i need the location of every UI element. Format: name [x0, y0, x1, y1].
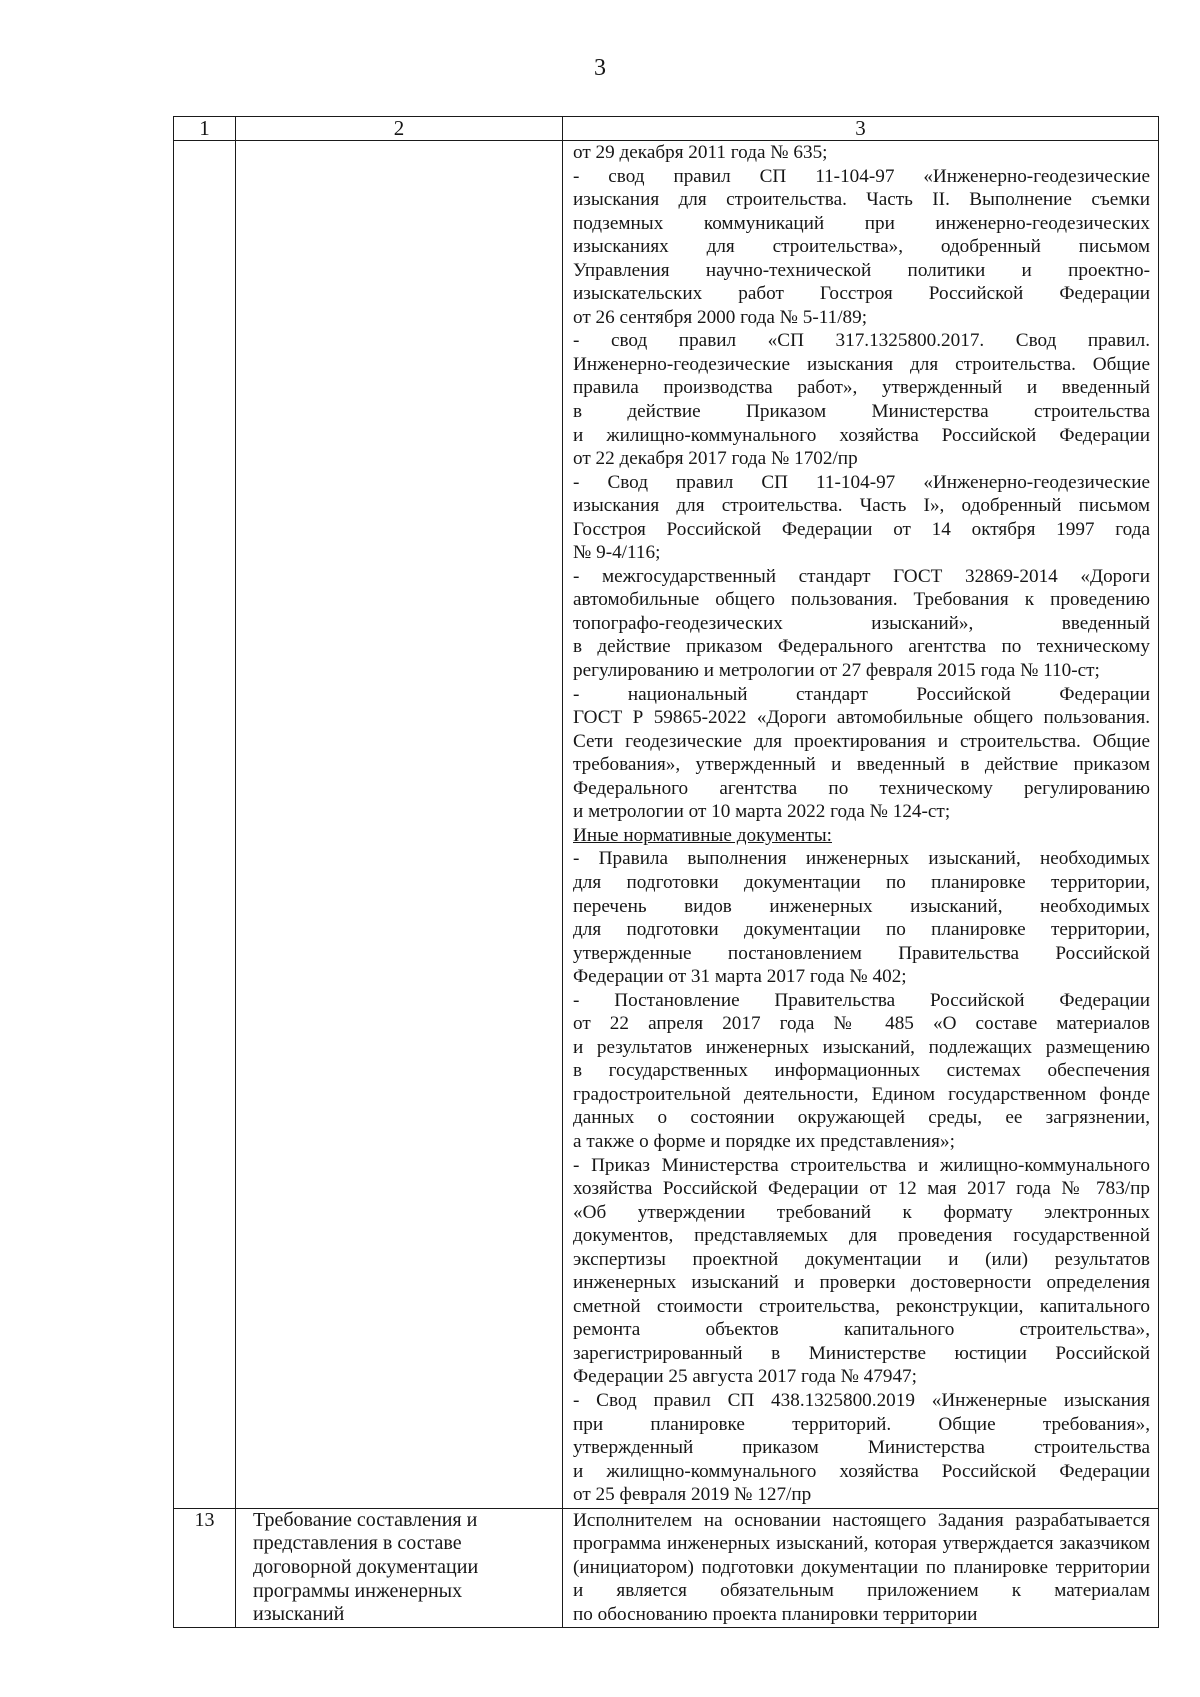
text-line: при планировке территорий. Общие требования», [573, 1413, 1150, 1435]
requirements-table [173, 116, 1159, 1628]
text-line: от 25 февраля 2019 № 127/пр [573, 1484, 812, 1506]
text-line: - Приказ Министерства строительства и жилищно-коммунального [573, 1154, 1150, 1176]
text-line: Госстроя Российской Федерации от 14 октября 1997 года [573, 518, 1150, 540]
text-line: от 22 апреля 2017 года № 485 «О составе материалов [573, 1013, 1150, 1035]
text-line: Федерации 25 августа 2017 года № 47947; [573, 1366, 917, 1388]
text-line: и метрологии от 10 марта 2022 года № 124-ст; [573, 801, 951, 823]
requirement-content-cell [563, 1508, 1159, 1628]
text-line: Управления научно-технической политики и проектно- [573, 259, 1150, 281]
text-line: правила производства работ», утвержденный и введенный [573, 377, 1150, 399]
text-line: автомобильные общего пользования. Требования к проведению [573, 589, 1150, 611]
text-line: а также о форме и порядке их представления»; [573, 1130, 955, 1152]
row-number-cell [174, 141, 236, 1509]
text-line: перечень видов инженерных изысканий, необходимых [573, 895, 1150, 917]
text-line: топографо-геодезических изысканий», введенный [573, 612, 1150, 634]
column-header-2: 2 [236, 117, 563, 141]
text-line: инженерных изысканий и проверки достоверности определения [573, 1272, 1150, 1294]
text-line: ремонта объектов капитального строительства», [573, 1319, 1150, 1341]
text-line: для подготовки документации по планировке территории, [573, 919, 1150, 941]
requirement-content-cell [563, 141, 1159, 1509]
text-line: в действие приказом Федерального агентства по техническому [573, 636, 1150, 658]
requirement-label-cell [236, 141, 563, 1509]
text-line: сметной стоимости строительства, реконструкции, капитального [573, 1295, 1150, 1317]
requirement-label-cell [236, 1508, 563, 1628]
text-line: изыскательских работ Госстроя Российской Федерации [573, 283, 1150, 305]
text-line: от 26 сентября 2000 года № 5-11/89; [573, 306, 868, 328]
text-line: утвержденный приказом Министерства строительства [573, 1437, 1150, 1459]
text-line: Сети геодезические для проектирования и строительства. Общие [573, 730, 1150, 752]
content-lines [573, 141, 1150, 1507]
column-header-3: 3 [563, 117, 1159, 141]
text-line: градостроительной деятельности, Едином государственном фонде [573, 1083, 1150, 1105]
table-row-continuation [174, 141, 1159, 1509]
text-line: Иные нормативные документы: [573, 824, 832, 846]
text-line: хозяйства Российской Федерации от 12 мая 2017 года № 783/пр [573, 1178, 1150, 1200]
label-line: программы инженерных [253, 1579, 463, 1602]
text-line: и является обязательным приложением к материалам [573, 1580, 1150, 1602]
text-line: (инициатором) подготовки документации по планировке территории [573, 1556, 1150, 1578]
text-line: - свод правил СП 11-104-97 «Инженерно-геодезические [573, 165, 1150, 187]
text-line: в действие Приказом Министерства строительства [573, 401, 1150, 423]
text-line: «Об утверждении требований к формату электронных [573, 1201, 1150, 1223]
text-line: - Постановление Правительства Российской Федерации [573, 989, 1150, 1011]
text-line: подземных коммуникаций при инженерно-геодезических [573, 212, 1150, 234]
text-line: и результатов инженерных изысканий, подлежащих размещению [573, 1036, 1150, 1058]
text-line: регулированию и метрологии от 27 февраля 2015 года № 110-ст; [573, 660, 1100, 682]
text-line: документов, представляемых для проведения государственной [573, 1225, 1150, 1247]
text-line: требования», утвержденный и введенный в действие приказом [573, 754, 1150, 776]
text-line: экспертизы проектной документации и (или) результатов [573, 1248, 1150, 1270]
text-line: - национальный стандарт Российской Федерации [573, 683, 1150, 705]
text-line: Федерального агентства по техническому регулированию [573, 777, 1150, 799]
text-line: изыскания для строительства. Часть II. Выполнение съемки [573, 189, 1150, 211]
text-line: - Свод правил СП 438.1325800.2019 «Инженерные изыскания [573, 1389, 1150, 1411]
requirement-label [253, 1509, 556, 1627]
text-line: - свод правил «СП 317.1325800.2017. Свод правил. [573, 330, 1150, 352]
text-line: программа инженерных изысканий, которая утверждается заказчиком [573, 1533, 1150, 1555]
text-line: - Свод правил СП 11-104-97 «Инженерно-геодезические [573, 471, 1150, 493]
label-line: представления в составе [253, 1532, 462, 1555]
text-line: Исполнителем на основании настоящего Задания разрабатывается [573, 1509, 1150, 1531]
text-line: для подготовки документации по планировке территории, [573, 871, 1150, 893]
text-line: изыскания для строительства. Часть I», одобренный письмом [573, 495, 1150, 517]
text-line: изысканиях для строительства», одобренный письмом [573, 236, 1150, 258]
text-line: - межгосударственный стандарт ГОСТ 32869-2014 «Дороги [573, 565, 1150, 587]
table-row-13 [174, 1508, 1159, 1628]
text-line: от 22 декабря 2017 года № 1702/пр [573, 448, 858, 470]
text-line: утвержденные постановлением Правительства Российской [573, 942, 1150, 964]
content-lines [573, 1509, 1150, 1627]
text-line: и жилищно-коммунального хозяйства Российской Федерации [573, 424, 1150, 446]
text-line: по обоснованию проекта планировки территории [573, 1603, 978, 1625]
column-header-1: 1 [174, 117, 236, 141]
text-line: от 29 декабря 2011 года № 635; [573, 142, 828, 163]
table-header-row [174, 117, 1159, 141]
text-line: Инженерно-геодезические изыскания для строительства. Общие [573, 353, 1150, 375]
text-line: в государственных информационных системах обеспечения [573, 1060, 1150, 1082]
text-line: данных о состоянии окружающей среды, ее загрязнении, [573, 1107, 1150, 1129]
label-line: Требование составления и [253, 1508, 478, 1531]
text-line: Федерации от 31 марта 2017 года № 402; [573, 966, 907, 988]
text-line: зарегистрированный в Министерстве юстиции Российской [573, 1342, 1150, 1364]
text-line: и жилищно-коммунального хозяйства Российской Федерации [573, 1460, 1150, 1482]
row-number: 13 [174, 1508, 236, 1628]
text-line: № 9-4/116; [573, 542, 661, 564]
label-line: изысканий [253, 1603, 345, 1626]
page-number: 3 [594, 55, 606, 81]
text-line: ГОСТ Р 59865-2022 «Дороги автомобильные общего пользования. [573, 707, 1150, 729]
text-line: - Правила выполнения инженерных изысканий, необходимых [573, 848, 1150, 870]
label-line: договорной документации [253, 1555, 479, 1578]
